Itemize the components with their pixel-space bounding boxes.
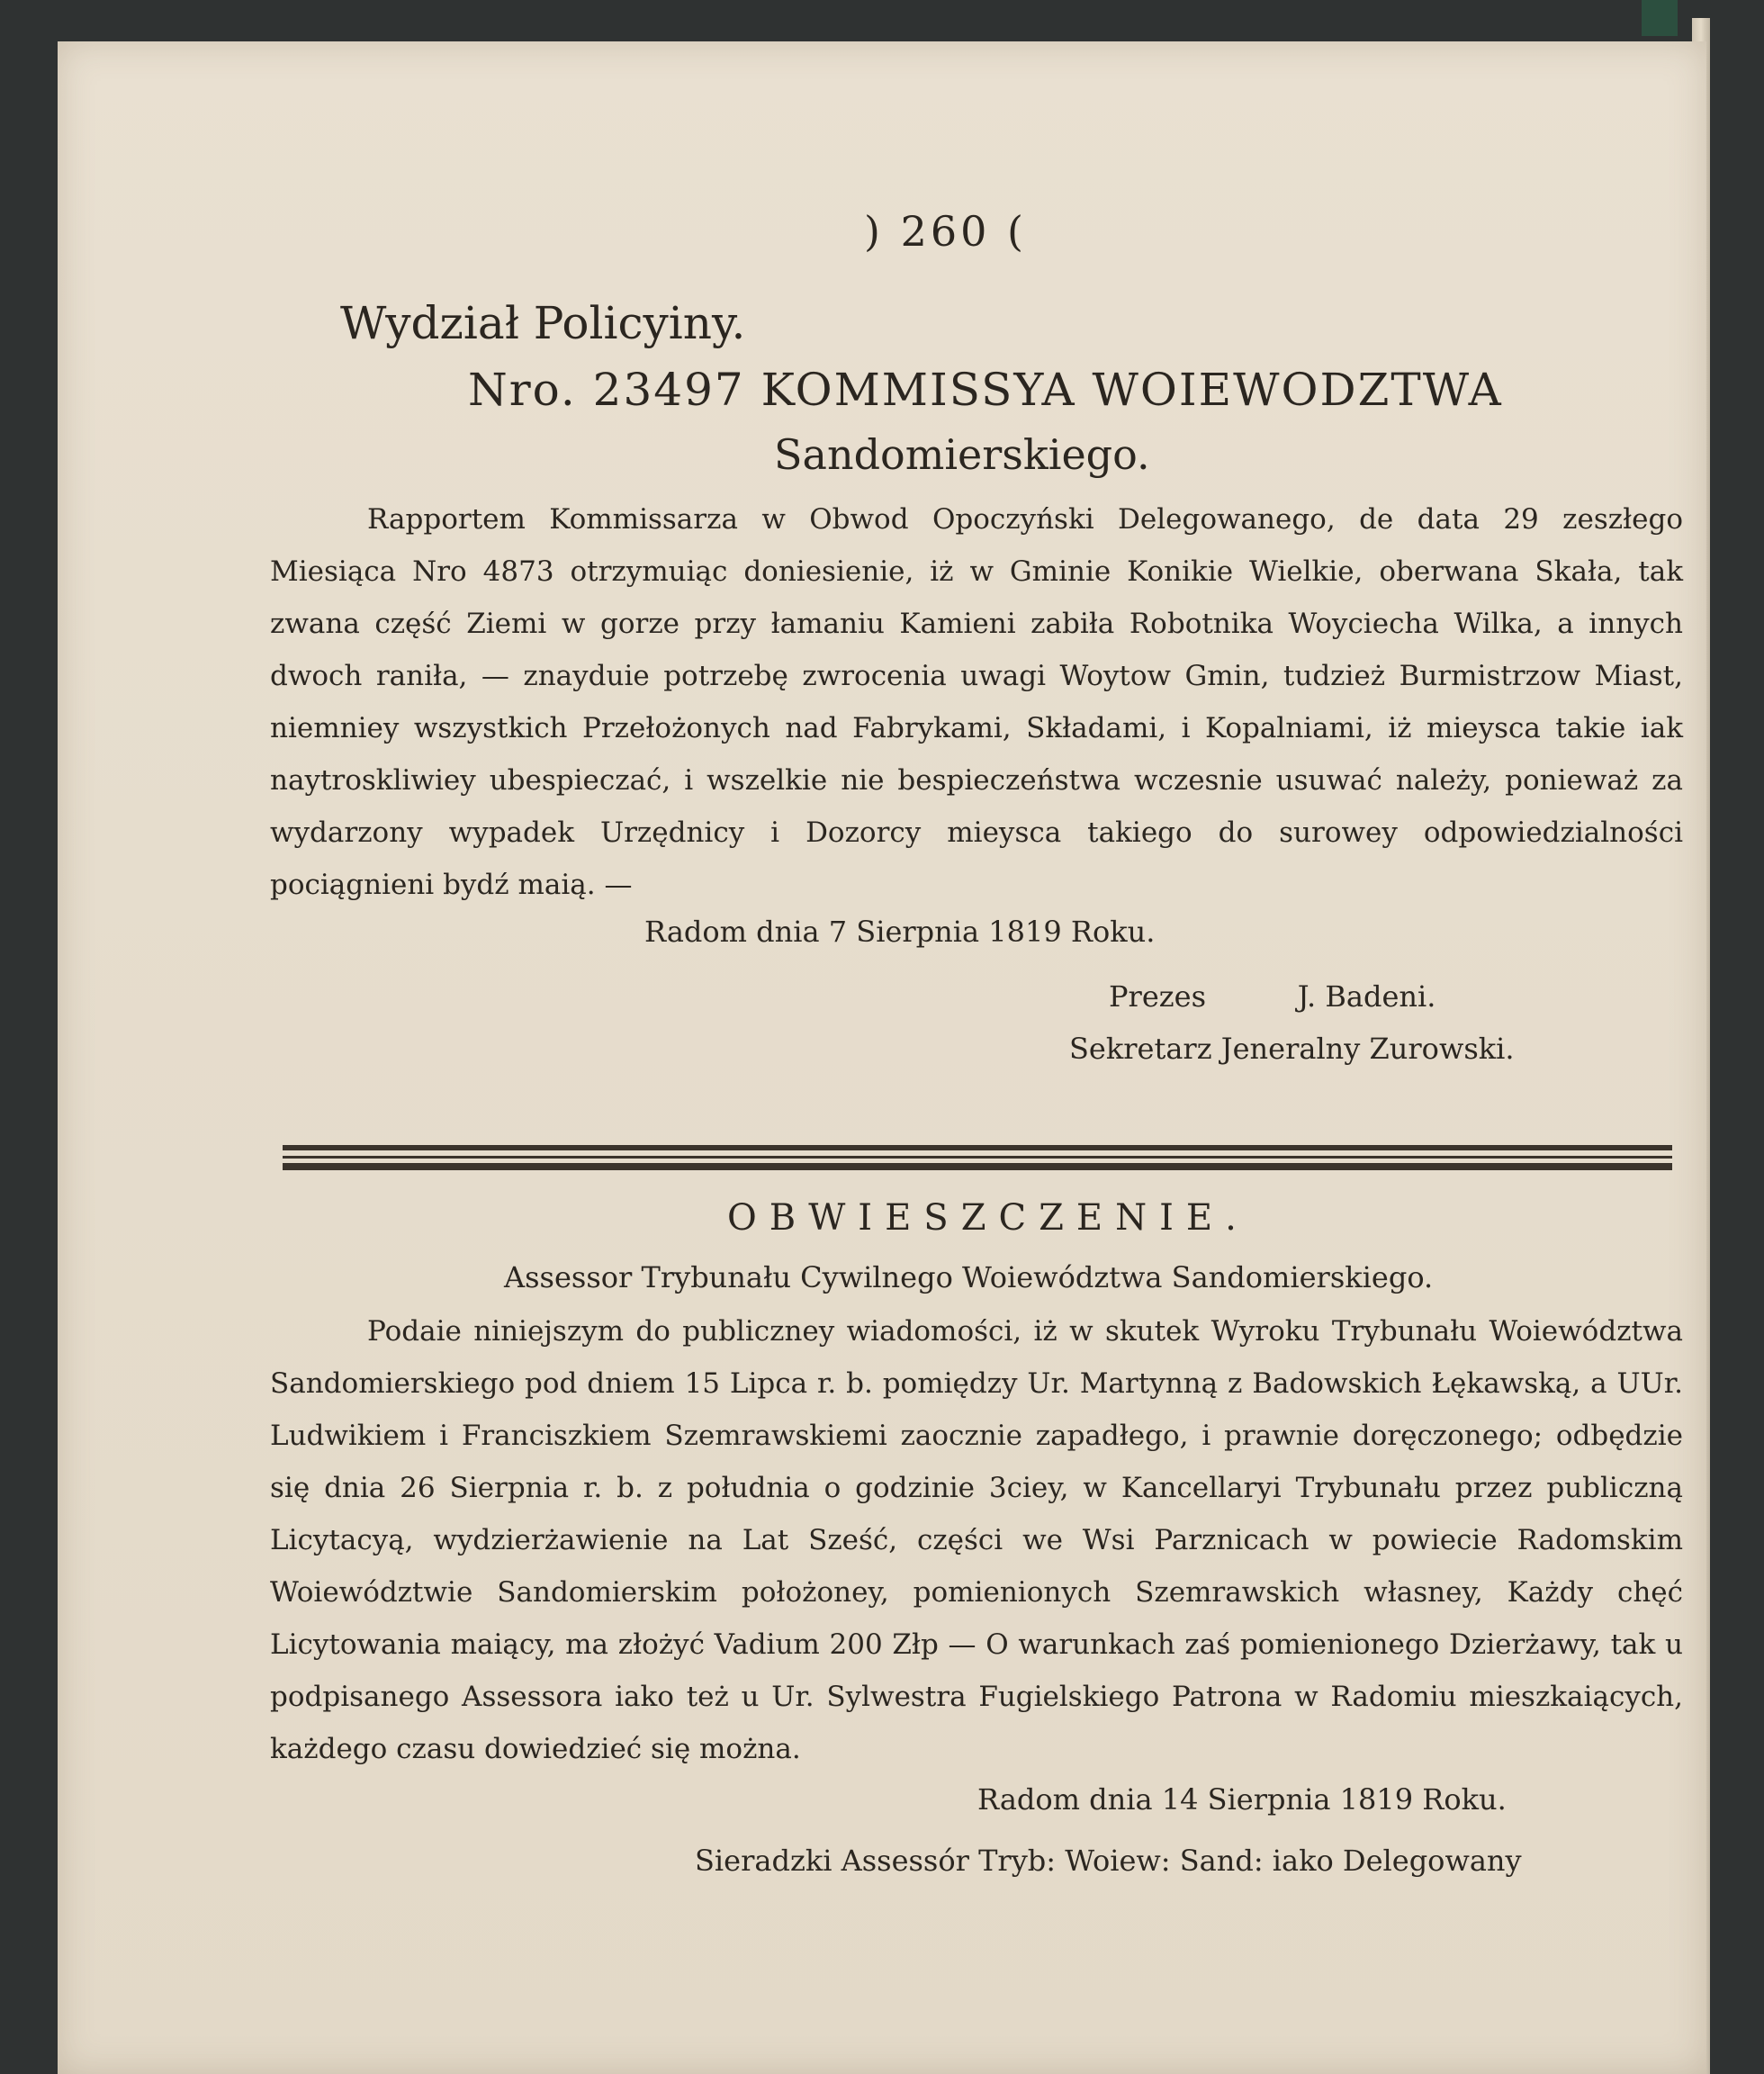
notice-2-subtitle: Assessor Trybunału Cywilnego Woiewództwa Sandomierskiego. [504,1260,1434,1294]
notice-2-body [270,1305,1683,1775]
notice-1-president-signature: Prezes J. Badeni. [1109,979,1436,1014]
divider-rule-top [283,1145,1672,1150]
notice-1-dateline: Radom dnia 7 Sierpnia 1819 Roku. [644,915,1156,949]
notice-2-title: OBWIESZCZENIE. [727,1197,1249,1239]
divider-rule-middle [283,1156,1672,1159]
divider-rule-bottom [283,1163,1672,1170]
binding-strip [1642,0,1678,36]
notice-2-dateline: Radom dnia 14 Sierpnia 1819 Roku. [977,1782,1507,1817]
notice-1-secretary-signature: Sekretarz Jeneralny Zurowski. [1069,1032,1515,1066]
notice-1-body [270,493,1683,911]
notice-1-text: Rapportem Kommissarza w Obwod Opoczyński Delegowanego, de data 29 zeszłego Miesiąca Nro 4873 otrzymuiąc doniesienie, iż w Gminie Konikie Wielkie, oberwana Skała, tak zwana część Ziemi w gorze przy łamaniu Kamieni zabiła Robotnika Woyciecha Wilka, a innych dwoch raniła, — znayduie potrzebę zwrocenia uwagi Woytow Gmin, tudzież Burmistrzow Miast, niemniey wszystkich Przełożonych nad Fabrykami, Składami, i Kopalniami, iż mieysca takie iak naytroskliwiey ubespieczać, i wszelkie nie bespieczeństwa wczesnie usuwać należy, ponieważ za wydarzony wypadek Urzędnicy i Dozorcy mieysca takiego do surowey odpowiedzialności pociągnieni bydź maią. — [270,503,1683,901]
notice-2-text: Podaie niniejszym do publiczney wiadomości, iż w skutek Wyroku Trybunału Woiewództwa Sandomierskiego pod dniem 15 Lipca r. b. pomiędzy Ur. Martynną z Badowskich Łękawską, a UUr. Ludwikiem i Franciszkiem Szemrawskiemi zaocznie zapadłego, i prawnie doręczonego; odbędzie się dnia 26 Sierpnia r. b. z południa o godzinie 3ciey, w Kancellaryi Trybunału przez publiczną Licytacyą, wydzierżawienie na Lat Sześć, części we Wsi Parznicach w powiecie Radomskim Woiewództwie Sandomierskim położoney, pomienionych Szemrawskich własney, Każdy chęć Licytowania maiący, ma złożyć Vadium 200 Złp — O warunkach zaś pomienionego Dzierżawy, tak u podpisanego Assessora iako też u Ur. Sylwestra Fugielskiego Patrona w Radomiu mieszkaiących, każdego czasu dowiedzieć się można. [270,1315,1683,1765]
department-heading: Wydział Policyiny. [340,297,746,349]
notice-2-signature: Sieradzki Assessór Tryb: Woiew: Sand: iako Delegowany [695,1844,1522,1878]
province-heading: Sandomierskiego. [774,430,1150,479]
commission-heading: Nro. 23497 KOMMISSYA WOIEWODZTWA [468,364,1503,416]
page-number: ) 260 ( [864,207,1027,256]
